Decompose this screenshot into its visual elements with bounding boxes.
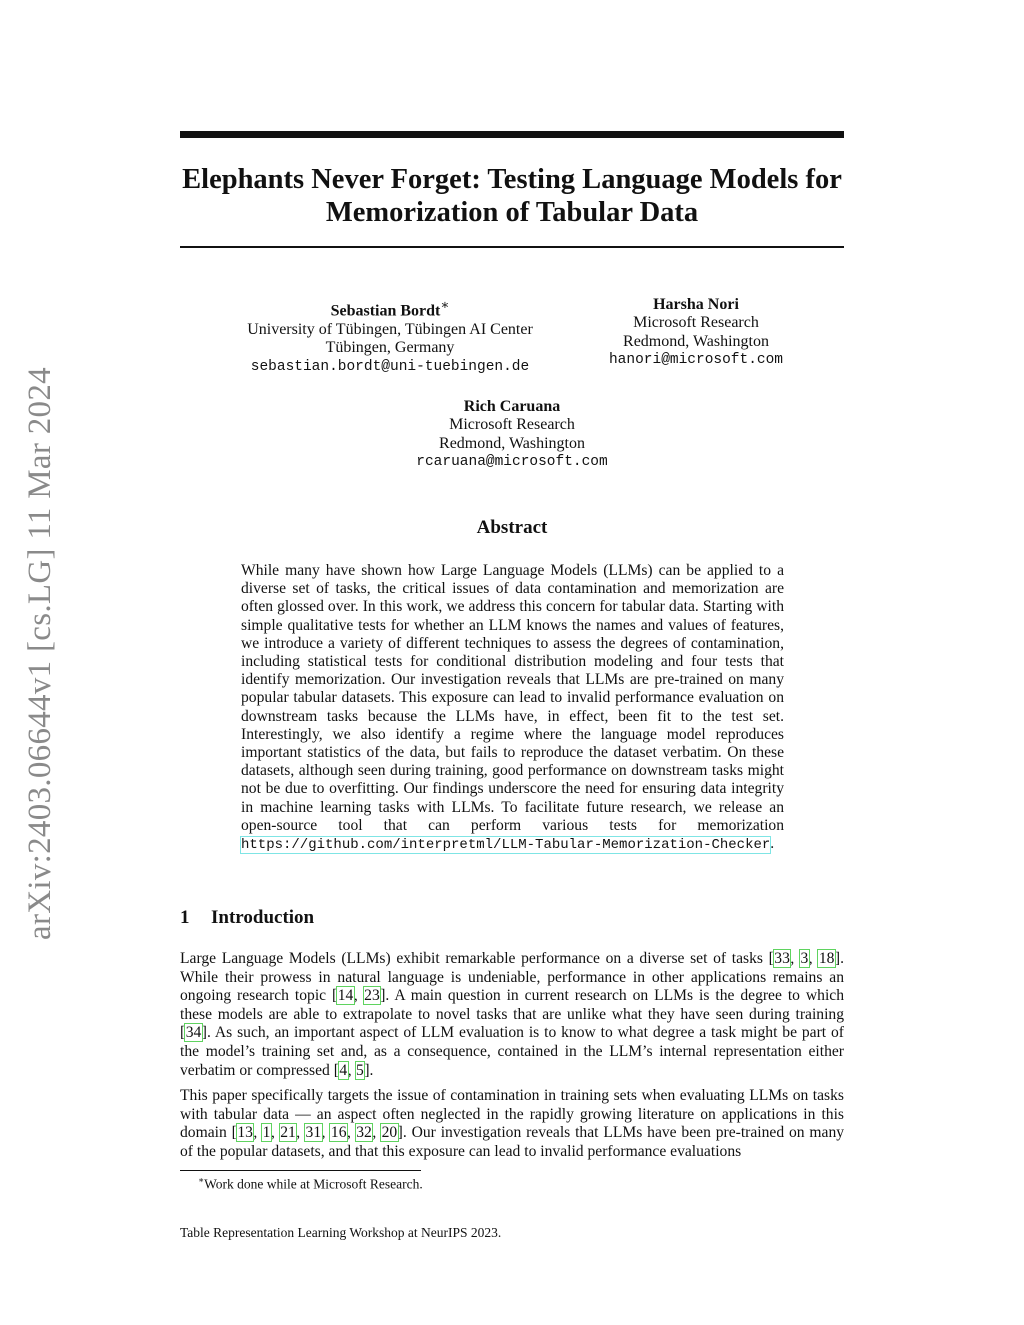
citation-link[interactable]: 23 bbox=[364, 987, 380, 1005]
author-block bbox=[370, 398, 654, 472]
author-email[interactable]: sebastian.bordt@uni-tuebingen.de bbox=[250, 358, 530, 375]
author-name: Harsha Nori bbox=[653, 296, 739, 313]
author-email[interactable]: hanori@microsoft.com bbox=[608, 352, 784, 369]
citation-link[interactable]: 34 bbox=[185, 1024, 202, 1042]
abstract-heading: Abstract bbox=[476, 517, 548, 538]
citation-link[interactable]: 21 bbox=[280, 1124, 296, 1142]
abstract-text bbox=[241, 562, 784, 854]
author-block bbox=[215, 296, 565, 376]
title-rule-top bbox=[180, 131, 844, 138]
citation-link[interactable]: 18 bbox=[818, 950, 835, 967]
intro-paragraph: Large Language Models (LLMs) exhibit remarkable performance on a diverse set of tasks [33, 3, 18]. While their prowess in natural language is undeniable, performance in other applications remains an ongoing research topic [14, 23]. A main question in current research on LLMs is the degree to which these models are able to extrapolate to novel tasks that are unlike what they have seen during training [34]. As such, an important aspect of LLM evaluation is to know to what degree a task might be part of the model’s training set and, as a consequence, contained in the LLM’s internal representation either verbatim or compressed [4, 5]. bbox=[180, 950, 844, 1079]
author-email[interactable]: rcaruana@microsoft.com bbox=[416, 454, 608, 471]
footnote-mark: ∗ bbox=[198, 1175, 205, 1185]
author-location: Tübingen, Germany bbox=[325, 339, 455, 357]
venue-note: Table Representation Learning Workshop at NeurIPS 2023. bbox=[180, 1225, 502, 1240]
citation-link[interactable]: 31 bbox=[305, 1124, 322, 1142]
citation-link[interactable]: 13 bbox=[237, 1124, 253, 1142]
repo-link[interactable]: https://github.com/interpretml/LLM-Tabular-Memorization-Checker bbox=[241, 837, 771, 854]
citation-link[interactable]: 14 bbox=[337, 987, 354, 1005]
intro-paragraph: This paper specifically targets the issue of contamination in training sets when evaluating LLMs on tasks with tabular data — an aspect often neglected in the rapidly growing literature on applications in this domain [13, 1, 21, 31, 16, 32, 20]. Our investigation reveals that LLMs have been pre-trained on many of the popular datasets, and that this exposure can lead to invalid performance evaluations bbox=[180, 1087, 845, 1160]
citation-link[interactable]: 5 bbox=[356, 1061, 364, 1079]
author-affiliation: Microsoft Research bbox=[449, 416, 575, 434]
citation-link[interactable]: 20 bbox=[381, 1124, 398, 1142]
author-location: Redmond, Washington bbox=[623, 332, 769, 350]
citation-link[interactable]: 16 bbox=[330, 1124, 347, 1142]
citation-link[interactable]: 1 bbox=[262, 1124, 271, 1142]
footnote bbox=[198, 1175, 423, 1193]
abstract-body: While many have shown how Large Language Models (LLMs) can be applied to a diverse set of tasks, the critical issues of data contamination and memorization are often glossed over. In this work, we address this concern for tabular data. Starting with simple qualitative tests for whether an LLM knows the names and values of features, we introduce a variety of different techniques to assess the degrees of contamination, including statistical tests for conditional distribution modeling and four tests that identify memorization. Our investigation reveals that LLMs are pre-trained on many popular tabular datasets. This exposure can lead to invalid performance evaluation on downstream tasks because the LLMs have, in effect, been fit to the test set. Interestingly, we also identify a regime where the language model reproduces important statistics of the data, but fails to reproduce the dataset verbatim. On these datasets, although seen during training, good performance on downstream tasks might not be due to overfitting. Our findings underscore the need for ensuring data integrity in machine learning tasks with LLMs. To facilitate future research, we release an open-source tool that can perform various tests for memorization bbox=[241, 562, 784, 834]
footnote-text: Work done while at Microsoft Research. bbox=[204, 1176, 423, 1192]
section-title: Introduction bbox=[211, 907, 315, 928]
author-affiliation: Microsoft Research bbox=[633, 314, 759, 332]
author-affiliation: University of Tübingen, Tübingen AI Center bbox=[247, 320, 533, 338]
author-name: Rich Caruana bbox=[463, 398, 561, 415]
author-block bbox=[600, 296, 792, 370]
arxiv-stamp: arXiv:2403.06644v1 [cs.LG] 11 Mar 2024 bbox=[22, 367, 58, 940]
citation-link[interactable]: 33 bbox=[774, 950, 790, 967]
author-name: Sebastian Bordt bbox=[330, 302, 441, 320]
section-number: 1 bbox=[180, 907, 190, 928]
author-location: Redmond, Washington bbox=[439, 434, 585, 452]
citation-link[interactable]: 3 bbox=[800, 950, 809, 967]
citation-link[interactable]: 32 bbox=[356, 1124, 372, 1142]
title-rule-bottom bbox=[180, 246, 844, 248]
footnote-rule bbox=[180, 1170, 421, 1171]
paper-title: Elephants Never Forget: Testing Language Models for Memorization of Tabular Data bbox=[182, 164, 842, 228]
section-heading bbox=[180, 907, 314, 929]
citation-link[interactable]: 4 bbox=[339, 1061, 348, 1079]
footnote-mark: ∗ bbox=[440, 297, 450, 312]
abstract-end: . bbox=[770, 835, 775, 853]
